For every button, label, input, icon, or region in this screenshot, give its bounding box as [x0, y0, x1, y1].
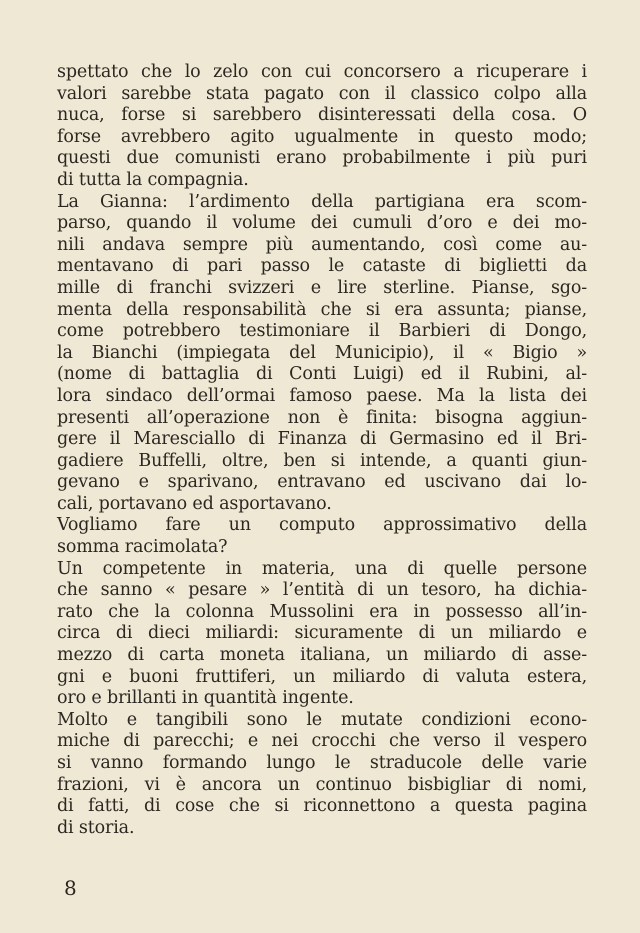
text-line: si vanno formando lungo le straducole delle varie [57, 753, 587, 773]
text-line: che sanno « pesare » l’entità di un tesoro, ha dichia- [57, 580, 587, 601]
text-line: come potrebbero testimoniare il Barbieri di Dongo, [57, 321, 587, 342]
text-line: gere il Maresciallo di Finanza di Germasino ed il Bri- [57, 429, 587, 450]
page-number: 8 [64, 876, 77, 900]
body-text [57, 62, 587, 839]
text-line: somma racimolata? [57, 537, 228, 558]
text-line: questi due comunisti erano probabilmente i più puri [57, 148, 587, 169]
text-line: di fatti, di cose che si riconnettono a questa pagina [57, 796, 587, 817]
text-line: parso, quando il volume dei cumuli d’oro e dei mo- [57, 213, 587, 234]
text-line: forse avrebbero agito ugualmente in questo modo; [57, 126, 587, 147]
text-line: circa di dieci miliardi: sicuramente di un miliardo e [57, 623, 587, 644]
text-line: presenti all’operazione non è finita: bisogna aggiun- [57, 407, 587, 428]
text-line: la Bianchi (impiegata del Municipio), il « Bigio » [57, 342, 587, 363]
text-line: Vogliamo fare un computo approssimativo della [57, 515, 587, 536]
text-line: oro e brillanti in quantità ingente. [57, 688, 354, 709]
text-line: Un competente in materia, una di quelle persone [57, 558, 587, 579]
text-line: miche di parecchi; e nei crocchi che verso il vespero [57, 731, 587, 752]
text-line: di storia. [57, 817, 135, 838]
text-line: gevano e sparivano, entravano ed uscivano dai lo- [57, 472, 587, 493]
text-line: menta della responsabilità che si era assunta; pianse, [57, 299, 587, 320]
text-line: valori sarebbe stata pagato con il classico colpo alla [57, 83, 587, 104]
text-line: nuca, forse si sarebbero disinteressati della cosa. O [57, 105, 587, 126]
text-line: gadiere Buffelli, oltre, ben si intende, a quanti giun- [57, 450, 587, 471]
text-line: mentavano di pari passo le cataste di biglietti da [57, 256, 587, 277]
text-line: cali, portavano ed asportavano. [57, 493, 332, 514]
text-line: spettato che lo zelo con cui concorsero a ricuperare i [57, 62, 587, 82]
text-line: gni e buoni fruttiferi, un miliardo di valuta estera, [57, 666, 587, 687]
text-line: nili andava sempre più aumentando, così come au- [57, 234, 587, 255]
text-line: frazioni, vi è ancora un continuo bisbigliar di nomi, [57, 774, 587, 795]
text-line: di tutta la compagnia. [57, 169, 249, 190]
text-line: mezzo di carta moneta italiana, un miliardo di asse- [57, 645, 587, 666]
text-line: mille di franchi svizzeri e lire sterline. Pianse, sgo- [57, 277, 587, 298]
text-line: Molto e tangibili sono le mutate condizioni econo- [57, 709, 587, 730]
text-line: rato che la colonna Mussolini era in possesso all’in- [57, 601, 587, 622]
text-line: (nome di battaglia di Conti Luigi) ed il Rubini, al- [57, 364, 587, 385]
text-line: La Gianna: l’ardimento della partigiana era scom- [57, 191, 587, 212]
text-line: lora sindaco dell’ormai famoso paese. Ma la lista dei [57, 385, 587, 406]
